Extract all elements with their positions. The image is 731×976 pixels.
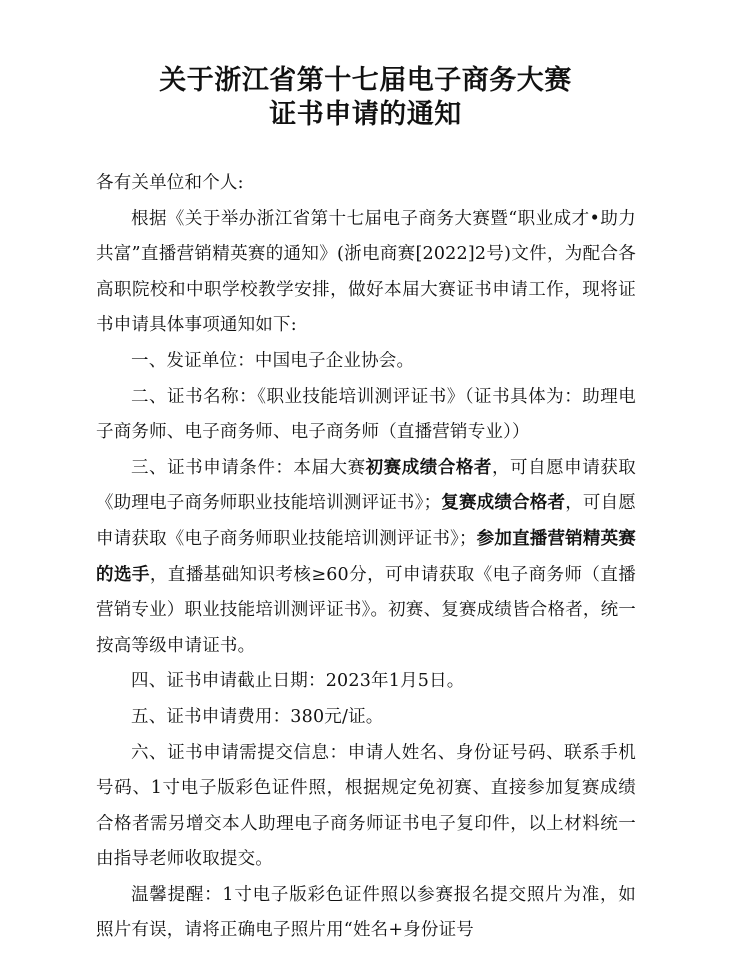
item-certificate-name: 二、证书名称：《职业技能培训测评证书》（证书具体为：助理电子商务师、电子商务师、电子商务师（直播营销专业）） bbox=[96, 386, 636, 443]
intro-paragraph: 根据《关于举办浙江省第十七届电子商务大赛暨“职业成才•助力共富”直播营销精英赛的通知》(浙电商赛[2022]2号)文件，为配合各高职院校和中职学校教学安排，做好本届大赛证书申请工作，现将证书申请具体事项通知如下: bbox=[96, 208, 636, 336]
item-issuer: 一、发证单位：中国电子企业协会。 bbox=[131, 350, 415, 371]
salutation: 各有关单位和个人: bbox=[96, 173, 244, 193]
document-body bbox=[96, 166, 636, 949]
reminder-paragraph: 温馨提醒：1寸电子版彩色证件照以参赛报名提交照片为准，如照片有误，请将正确电子照片用“姓名+身份证号 bbox=[96, 884, 636, 941]
conditions-bold-rematch: 复赛成绩合格者 bbox=[441, 493, 566, 514]
item-deadline: 四、证书申请截止日期：2023年1月5日。 bbox=[131, 671, 465, 692]
item-fee: 五、证书申请费用：380元/证。 bbox=[131, 706, 384, 727]
conditions-text-a: 三、证书申请条件：本届大赛 bbox=[131, 457, 366, 478]
item-required-info: 六、证书申请需提交信息：申请人姓名、身份证号码、联系手机号码、1寸电子版彩色证件照，根据规定免初赛、直接参加复赛成绩合格者需另增交本人助理电子商务师证书电子复印件，以上材料统一由指导老师收取提交。 bbox=[96, 742, 636, 870]
conditions-text-e: ，直播基础知识考核≥60分，可申请获取《电子商务师（直播营销专业）职业技能培训测评证书》。初赛、复赛成绩皆合格者，统一按高等级申请证书。 bbox=[96, 564, 636, 656]
document-title-line-2: 证书申请的通知 bbox=[269, 99, 462, 130]
conditions-bold-livestream: 参加直播营销精英赛的选手 bbox=[96, 528, 636, 585]
conditions-text-d: ，可自愿申请获取《电子商务师职业技能培训测评证书》； bbox=[96, 493, 637, 549]
item-conditions bbox=[96, 451, 636, 665]
conditions-bold-preliminary: 初赛成绩合格者 bbox=[365, 457, 492, 478]
conditions-text-c: ，可自愿申请获取《助理电子商务师职业技能培训测评证书》； bbox=[96, 457, 636, 514]
document-title-line-1: 关于浙江省第十七届电子商务大赛 bbox=[159, 65, 572, 96]
